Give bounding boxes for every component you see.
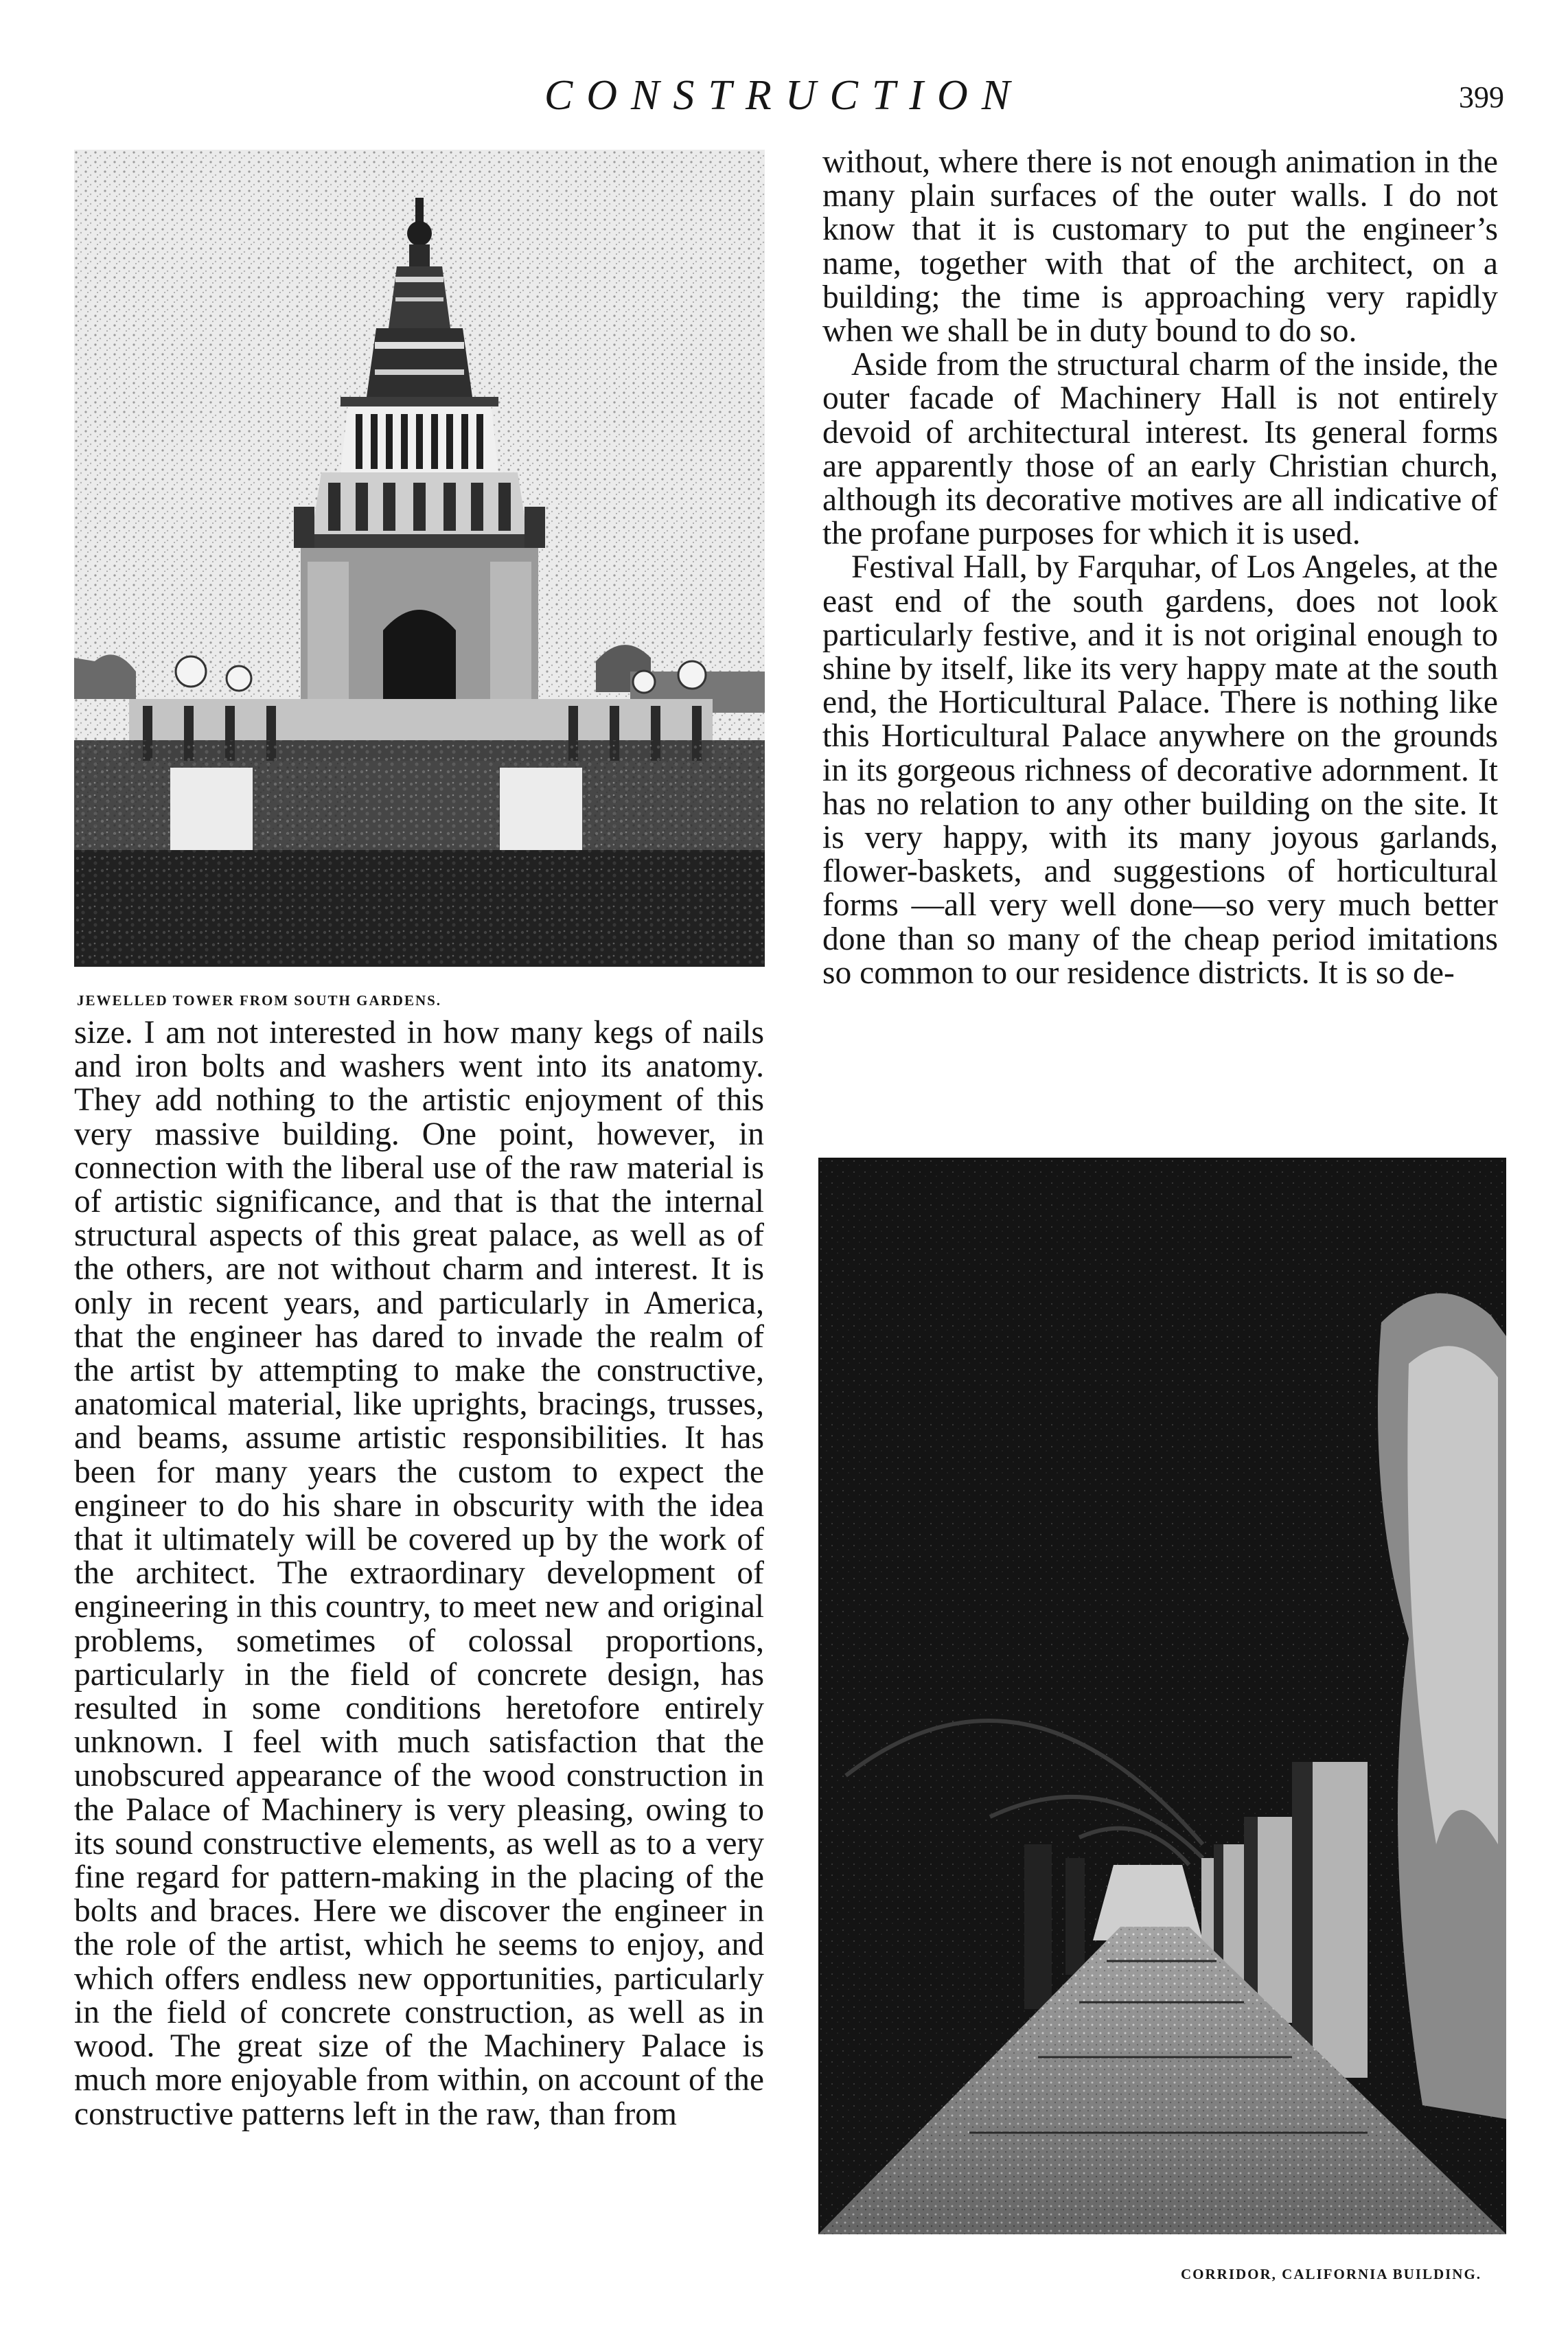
right-paragraph-2: Aside from the structural charm of the inside, the outer facade of Machinery Hall is not entirely devoid of architectural interest. Its general forms are apparently those of an early Christian church, although its decorative motives are all indicative of the profane purposes for which it is used. <box>822 347 1498 552</box>
left-text-column <box>74 1016 764 2131</box>
page-number: 399 <box>1459 80 1504 114</box>
right-text-column <box>822 146 1498 990</box>
right-paragraph-3: Festival Hall, by Farquhar, of Los Angeles, at the east end of the south gardens, does not look particularly festive, and it is not original enough to shine by itself, like its very happy mate at the south end, the Horticultural Palace. There is nothing like this Horticultural Palace anywhere on the grounds in its gorgeous richness of decorative adornment. It has no relation to any other building on the site. It is very happy, with its many joyous garlands, flower-baskets, and suggestions of horticultural forms —all very well done—so very much better done than so many of the cheap period imitations so common to our residence districts. It is so de- <box>822 549 1498 991</box>
left-paragraph-1: size. I am not interested in how many kegs of nails and iron bolts and washers went into its anatomy. They add nothing to the artistic enjoyment of this very massive building. One point, however, in connection with the liberal use of the raw material is of artistic significance, and that is that the internal structural aspects of this great palace, as well as of the others, are not without charm and interest. It is only in recent years, and particularly in America, that the engineer has dared to invade the realm of the artist by attempting to make the constructive, anatomical material, like uprights, bracings, trusses, and beams, assume artistic responsibilities. It has been for many years the custom to expect the engineer to do his share in obscurity with the idea that it ultimately will be covered up by the work of the architect. The extraordinary development of engineering in this country, to meet new and original problems, sometimes of colossal proportions, particularly in the field of concrete design, has resulted in some conditions heretofore entirely unknown. I feel with much satisfaction that the unobscured appearance of the wood construction in the Palace of Machinery is very pleasing, owing to its sound constructive elements, as well as to a very fine regard for pattern-making in the placing of the bolts and braces. Here we discover the engineer in the role of the artist, which he seems to enjoy, and which offers endless new opportunities, particularly in the field of concrete construction, as well as in wood. The great size of the Machinery Palace is much more enjoyable from within, on account of the constructive patterns left in the raw, than from <box>74 1015 764 2132</box>
corridor-photo-caption: CORRIDOR, CALIFORNIA BUILDING. <box>1181 2266 1482 2282</box>
right-paragraph-1: without, where there is not enough animation in the many plain surfaces of the outer walls. I do not know that it is customary to put the engineer’s name, together with that of the architect, on a building; the time is approaching very rapidly when we shall be in duty bound to do so. <box>822 144 1498 349</box>
corridor-photograph <box>818 1158 1506 2234</box>
tower-photograph <box>74 150 765 967</box>
tower-photo-caption: JEWELLED TOWER FROM SOUTH GARDENS. <box>77 992 442 1009</box>
running-title: CONSTRUCTION <box>544 72 1024 119</box>
